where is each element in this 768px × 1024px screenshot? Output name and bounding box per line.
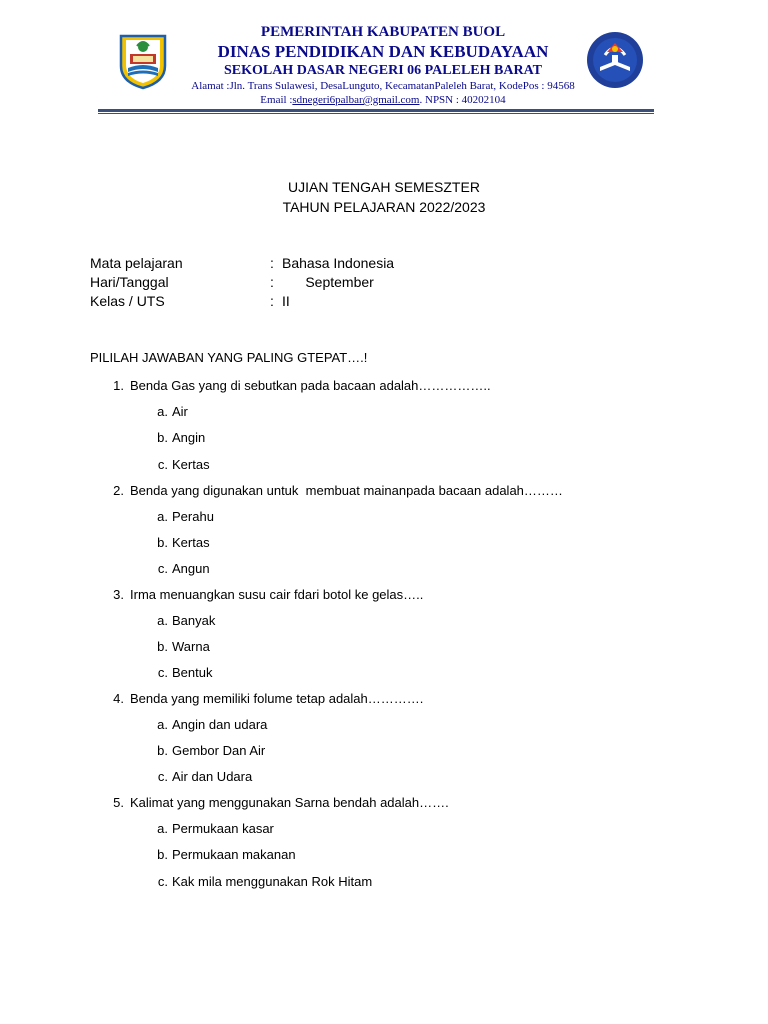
kabupaten-buol-emblem-icon [118,32,168,90]
letterhead [98,22,654,116]
info-label: Mata pelajaran [90,255,183,271]
option-text: Kertas [172,535,210,550]
instruction: PILILAH JAWABAN YANG PALING GTEPAT….! [90,350,368,365]
info-label: Hari/Tanggal [90,274,169,290]
exam-title: UJIAN TENGAH SEMESZTER [288,179,480,195]
tut-wuri-handayani-emblem-icon [586,31,644,89]
option-letter: a. [157,717,168,732]
letterhead-government: PEMERINTAH KABUPATEN BUOL [260,24,506,40]
option-letter: c. [157,457,168,472]
question-text: Kalimat yang menggunakan Sarna bendah adalah……. [130,795,449,810]
info-value: II [282,293,290,309]
info-colon: : [270,274,274,290]
option-text: Air [172,404,188,419]
question-text: Benda yang digunakan untuk membuat mainanpada bacaan adalah……… [130,483,563,498]
info-colon: : [270,255,274,271]
option-text: Permukaan makanan [172,847,296,862]
letterhead-school: SEKOLAH DASAR NEGERI 06 PALELEH BARAT [223,63,543,78]
letterhead-rule-thick [98,109,654,112]
option-text: Bentuk [172,665,213,680]
info-value: September [282,274,374,290]
option-text: Gembor Dan Air [172,743,266,758]
letterhead-text [98,22,668,107]
email-label: Email : [260,94,293,106]
option-letter: b. [157,847,168,862]
option-text: Angin [172,430,206,445]
option-letter: b. [157,639,168,654]
info-value: Bahasa Indonesia [282,255,395,271]
option-text: Kak mila menggunakan Rok Hitam [172,874,373,889]
option-letter: c. [157,561,168,576]
question-text: Benda Gas yang di sebutkan pada bacaan adalah…………….. [130,378,491,393]
option-text: Warna [172,639,210,654]
option-letter: b. [157,535,168,550]
option-text: Kertas [172,457,210,472]
option-letter: a. [157,404,168,419]
letterhead-department: DINAS PENDIDIKAN DAN KEBUDAYAAN [217,42,549,61]
option-letter: c. [157,665,168,680]
option-letter: b. [157,430,168,445]
option-text: Air dan Udara [172,769,253,784]
question-number: 2. [113,483,124,498]
option-letter: a. [157,821,168,836]
question-text: Benda yang memiliki folume tetap adalah…………. [130,691,424,706]
letterhead-contact [98,93,668,107]
letterhead-rule-thin [98,113,654,114]
option-letter: c. [157,769,168,784]
info-colon: : [270,293,274,309]
question-number: 1. [113,378,124,393]
letterhead-address: Alamat :Jln. Trans Sulawesi, DesaLunguto, KecamatanPaleleh Barat, KodePos : 94568 [191,80,575,92]
question-number: 5. [113,795,124,810]
academic-year: TAHUN PELAJARAN 2022/2023 [282,199,486,215]
option-text: Perahu [172,509,214,524]
option-letter: a. [157,509,168,524]
option-letter: c. [157,874,168,889]
option-letter: b. [157,743,168,758]
question-number: 3. [113,587,124,602]
question-number: 4. [113,691,124,706]
option-letter: a. [157,613,168,628]
email-link[interactable]: sdnegeri6palbar@gmail.com [292,94,420,106]
option-text: Angun [172,561,210,576]
option-text: Banyak [172,613,216,628]
info-label: Kelas / UTS [90,293,165,309]
option-text: Permukaan kasar [172,821,274,836]
question-text: Irma menuangkan susu cair fdari botol ke gelas….. [130,587,424,602]
npsn-text: . NPSN : 40202104 [419,94,506,106]
option-text: Angin dan udara [172,717,268,732]
